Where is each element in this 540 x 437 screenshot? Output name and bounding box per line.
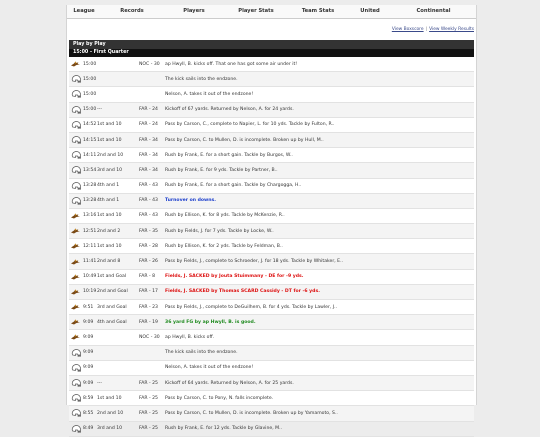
view-links — [67, 27, 476, 37]
play-down: 2nd and 10 — [97, 410, 124, 416]
play-row — [69, 254, 474, 269]
play-clock: 12:11 — [83, 243, 97, 249]
play-row — [69, 346, 474, 361]
view-weekly-results-link[interactable]: View Weekly Results — [429, 27, 474, 32]
play-down: 2nd and 8 — [97, 259, 121, 265]
play-spot: FAR - 34 — [139, 167, 158, 173]
play-description: Pass by Carson, C. to Mullen, D. is incomplete. Broken up by Yamamoto, S.. — [165, 410, 338, 416]
play-down: 3rd and 10 — [97, 426, 123, 432]
play-description: Rush by Fields, J. for 7 yds. Tackle by Locke, W.. — [165, 228, 274, 234]
play-spot: NOC - 30 — [139, 334, 160, 340]
nav-continental[interactable]: Continental — [416, 8, 451, 14]
play-spot: FAR - 43 — [139, 183, 158, 189]
play-spot: FAR - 26 — [139, 259, 158, 265]
top-nav — [67, 5, 476, 19]
play-down: 1st and Goal — [97, 274, 127, 280]
play-spot: FAR - 43 — [139, 213, 158, 219]
play-clock: 10:19 — [83, 289, 97, 295]
play-spot: FAR - 34 — [139, 152, 158, 158]
play-clock: 9:09 — [83, 350, 94, 356]
play-row — [69, 391, 474, 406]
play-down: 2nd and 2 — [97, 228, 121, 234]
play-description: Rush by Frank, E. for a short gain. Tackle by Chargogga, H.. — [165, 183, 302, 189]
eagle-logo-icon — [69, 274, 81, 280]
play-row — [69, 194, 474, 209]
play-row — [69, 148, 474, 163]
play-clock: 13:28 — [83, 198, 97, 204]
play-row — [69, 133, 474, 148]
play-description: Fields, J. SACKED by Jouta Stuimmany - DE for -9 yds. — [165, 274, 304, 280]
play-row — [69, 406, 474, 421]
play-description: ap Hwyll, B. kicks off. — [165, 334, 215, 340]
play-spot: FAR - 43 — [139, 198, 158, 204]
nav-team-stats[interactable]: Team Stats — [301, 8, 335, 14]
play-row — [69, 118, 474, 133]
nav-players[interactable]: Players — [183, 8, 205, 14]
view-boxscore-link[interactable]: View Boxscore — [391, 27, 424, 32]
play-row — [69, 300, 474, 315]
play-row — [69, 57, 474, 72]
play-spot: FAR - 17 — [139, 289, 158, 295]
play-down: 4th and 1 — [97, 183, 120, 189]
play-row — [69, 103, 474, 118]
play-description: Pass by Carson, C. to Mullen, D. is incomplete. Broken up by Hull, M.. — [165, 137, 324, 143]
helmet-outline-icon — [69, 394, 81, 402]
play-down: 4th and 1 — [97, 198, 120, 204]
helmet-outline-icon — [69, 90, 81, 98]
play-description: Nelson, A. takes it out of the endzone! — [165, 365, 254, 371]
eagle-logo-icon — [69, 228, 81, 234]
play-description: Pass by Carson, C., complete to Napier, L. for 10 yds. Tackle by Fulton, R.. — [165, 122, 335, 128]
play-clock: 15:00 — [83, 91, 97, 97]
eagle-logo-icon — [69, 243, 81, 249]
play-down: 1st and 10 — [97, 243, 122, 249]
play-clock: 9:09 — [83, 334, 94, 340]
play-row — [69, 361, 474, 376]
play-clock: 14:52 — [83, 122, 97, 128]
helmet-outline-icon — [69, 106, 81, 114]
play-row — [69, 72, 474, 87]
play-clock: 9:09 — [83, 380, 94, 386]
nav-united[interactable]: United — [360, 8, 380, 14]
play-clock: 8:49 — [83, 426, 94, 432]
play-row — [69, 163, 474, 178]
play-clock: 11:41 — [83, 259, 97, 265]
helmet-outline-icon — [69, 121, 81, 129]
play-description: Pass by Fields, J., complete to Schroeder, J. for 18 yds. Tackle by Whitaker, E.. — [165, 259, 343, 265]
eagle-logo-icon — [69, 61, 81, 67]
play-down: 2nd and 10 — [97, 152, 124, 158]
play-spot: FAR - 34 — [139, 137, 158, 143]
play-description: Rush by Frank, E. for a short gain. Tackle by Burgos, W.. — [165, 152, 293, 158]
play-clock: 13:16 — [83, 213, 97, 219]
play-description: 36 yard FG by ap Hwyll, B. is good. — [165, 319, 256, 325]
play-spot: FAR - 35 — [139, 228, 158, 234]
play-description: The kick sails into the endzone. — [165, 350, 238, 356]
play-row — [69, 209, 474, 224]
play-spot: FAR - 23 — [139, 304, 158, 310]
play-description: Kickoff of 64 yards. Returned by Nelson, A. for 25 yards. — [165, 380, 294, 386]
eagle-logo-icon — [69, 319, 81, 325]
play-down: --- — [97, 107, 102, 113]
helmet-outline-icon — [69, 151, 81, 159]
play-row — [69, 179, 474, 194]
helmet-outline-icon — [69, 379, 81, 387]
link-separator: | — [425, 27, 428, 32]
play-spot: FAR - 19 — [139, 319, 158, 325]
play-clock: 8:55 — [83, 410, 94, 416]
helmet-outline-icon — [69, 166, 81, 174]
play-spot: FAR - 28 — [139, 243, 158, 249]
play-description: Rush by Frank, E. for 9 yds. Tackle by Partner, B.. — [165, 167, 278, 173]
eagle-logo-icon — [69, 304, 81, 310]
eagle-logo-icon — [69, 213, 81, 219]
play-spot: FAR - 25 — [139, 426, 158, 432]
quarter-header: 15:00 - First Quarter — [69, 49, 474, 57]
play-by-play-header: Play by Play — [69, 40, 474, 49]
play-spot: FAR - 25 — [139, 380, 158, 386]
nav-league[interactable]: League — [73, 8, 95, 14]
eagle-logo-icon — [69, 289, 81, 295]
play-spot: NOC - 30 — [139, 61, 160, 67]
play-clock: 15:00 — [83, 107, 97, 113]
play-description: The kick sails into the endzone. — [165, 76, 238, 82]
helmet-outline-icon — [69, 364, 81, 372]
play-description: Pass by Fields, J., complete to DeGuilhem, B. for 4 yds. Tackle by Lawler, J.. — [165, 304, 338, 310]
play-description: Rush by Frank, E. for 12 yds. Tackle by Glavine, M.. — [165, 426, 283, 432]
play-row — [69, 330, 474, 345]
play-down: 4th and Goal — [97, 319, 127, 325]
play-down: 1st and 10 — [97, 137, 122, 143]
play-description: Rush by Ellison, K. for 8 yds. Tackle by McKenzie, R.. — [165, 213, 285, 219]
helmet-outline-icon — [69, 349, 81, 357]
play-list — [69, 57, 474, 437]
play-row — [69, 315, 474, 330]
play-down: 3rd and Goal — [97, 304, 127, 310]
helmet-outline-icon — [69, 197, 81, 205]
play-description: ap Hwyll, B. kicks off. That one has got some air under it! — [165, 61, 298, 67]
play-description: Rush by Ellison, K. for 2 yds. Tackle by Feldman, B.. — [165, 243, 283, 249]
play-description: Turnover on downs. — [165, 198, 217, 204]
play-clock: 15:00 — [83, 61, 97, 67]
play-clock: 9:09 — [83, 319, 94, 325]
play-clock: 15:00 — [83, 76, 97, 82]
nav-records[interactable]: Records — [120, 8, 144, 14]
play-spot: FAR - 25 — [139, 395, 158, 401]
play-clock: 13:28 — [83, 183, 97, 189]
play-clock: 13:54 — [83, 167, 97, 173]
helmet-outline-icon — [69, 136, 81, 144]
eagle-logo-icon — [69, 334, 81, 340]
play-clock: 14:15 — [83, 137, 97, 143]
play-spot: FAR - 24 — [139, 107, 158, 113]
helmet-outline-icon — [69, 182, 81, 190]
play-clock: 9:09 — [83, 365, 94, 371]
play-row — [69, 422, 474, 437]
nav-player-stats[interactable]: Player Stats — [238, 8, 274, 14]
play-down: 1st and 10 — [97, 213, 122, 219]
play-down: --- — [97, 380, 102, 386]
play-row — [69, 270, 474, 285]
play-row — [69, 376, 474, 391]
play-row — [69, 285, 474, 300]
play-clock: 8:59 — [83, 395, 94, 401]
play-clock: 9:51 — [83, 304, 94, 310]
play-description: Pass by Carson, C. to Pony, N. falls incomplete. — [165, 395, 274, 401]
play-down: 1st and 10 — [97, 395, 122, 401]
play-clock: 10:49 — [83, 274, 97, 280]
play-down: 3rd and 10 — [97, 167, 123, 173]
page-container — [66, 5, 477, 432]
helmet-outline-icon — [69, 409, 81, 417]
play-spot: FAR - 24 — [139, 122, 158, 128]
helmet-outline-icon — [69, 75, 81, 83]
play-clock: 12:51 — [83, 228, 97, 234]
play-row — [69, 239, 474, 254]
play-spot: FAR - 25 — [139, 410, 158, 416]
helmet-outline-icon — [69, 425, 81, 433]
play-down: 1st and 10 — [97, 122, 122, 128]
play-row — [69, 87, 474, 102]
play-description: Nelson, A. takes it out of the endzone! — [165, 91, 254, 97]
play-spot: FAR - 8 — [139, 274, 156, 280]
play-down: 2nd and Goal — [97, 289, 128, 295]
play-row — [69, 224, 474, 239]
eagle-logo-icon — [69, 259, 81, 265]
play-clock: 14:11 — [83, 152, 97, 158]
play-description: Fields, J. SACKED by Thomas SCARD Cassidy - DT for -6 yds. — [165, 289, 320, 295]
play-description: Kickoff of 67 yards. Returned by Nelson, A. for 24 yards. — [165, 107, 294, 113]
